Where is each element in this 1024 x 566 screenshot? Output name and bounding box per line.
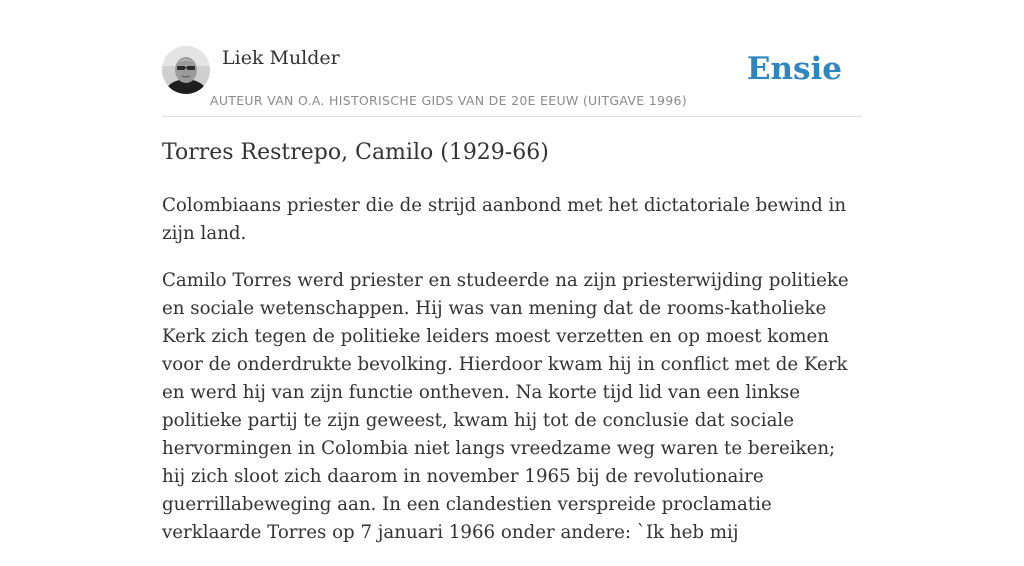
author-description: AUTEUR VAN O.A. HISTORISCHE GIDS VAN DE 20E EEUW (UITGAVE 1996) bbox=[210, 93, 687, 108]
article-summary: Colombiaans priester die de strijd aanbond met het dictatoriale bewind in zijn land. bbox=[162, 195, 847, 244]
author-header bbox=[162, 46, 862, 117]
article-content bbox=[162, 192, 862, 566]
author-portrait-icon bbox=[162, 46, 210, 94]
article-body: Camilo Torres werd priester en studeerde na zijn priesterwijding politieke en sociale wetenschappen. Hij was van mening dat de rooms-katholieke Kerk zich tegen de politieke leiders moest verzetten en op moest komen voor de onderdrukte bevolking. Hierdoor kwam hij in conflict met de Kerk en werd hij van zijn functie ontheven. Na korte tijd lid van een linkse politieke partij te zijn geweest, kwam hij tot de conclusie dat sociale hervormingen in Colombia niet langs vreedzame weg waren te bereiken; hij zich sloot zich daarom in november 1965 bij de revolutionaire guerrillabeweging aan. In een clandestien verspreide proclamatie verklaarde Torres op 7 januari 1966 onder andere: `Ik heb mij bbox=[162, 270, 849, 543]
article-title: Torres Restrepo, Camilo (1929-66) bbox=[162, 140, 549, 165]
brand-logo[interactable]: Ensie bbox=[746, 51, 842, 87]
author-avatar[interactable] bbox=[162, 46, 210, 94]
author-name[interactable]: Liek Mulder bbox=[222, 47, 340, 69]
